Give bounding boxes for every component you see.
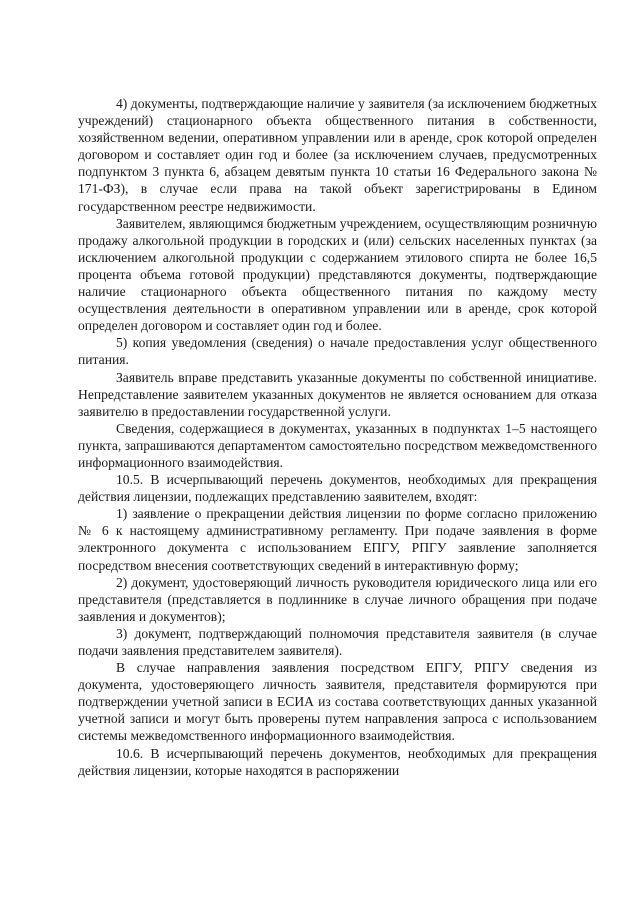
paragraph-item-3-authority-document: 3) документ, подтверждающий полномочия представителя заявителя (в случае подачи заявления представителем заявителя). (78, 625, 597, 658)
paragraph-budget-institution: Заявителем, являющимся бюджетным учреждением, осуществляющим розничную продажу алкогольной продукции в городских и (или) сельских населенных пунктах (за исключением алкогольной продукции с содержанием этилового спирта не более 16,5 процента объема готовой продукции) представляются документы, подтверждающие наличие стационарного объекта общественного питания по каждому месту осуществления деятельности в оперативном управлении или в аренде, срок которой определен договором и составляет один год и более. (78, 215, 597, 334)
paragraph-own-initiative: Заявитель вправе представить указанные документы по собственной инициативе. Непредставление заявителем указанных документов не является основанием для отказа заявителю в предоставлении государственной услуги. (78, 369, 597, 419)
paragraph-section-10-5: 10.5. В исчерпывающий перечень документов, необходимых для прекращения действия лицензии, подлежащих представлению заявителем, входят: (78, 472, 597, 505)
paragraph-item-4-documents: 4) документы, подтверждающие наличие у заявителя (за исключением бюджетных учреждений) стационарного объекта общественного питания в собственности, хозяйственном ведении, оперативном управлении или в аренде, срок которой определен договором и составляет один год и более (за исключением случаев, предусмотренных подпунктом 3 пункта 6, абзацем девятым пункта 10 статьи 16 Федерального закона № 171-ФЗ), в случае если права на такой объект зарегистрированы в Едином государственном реестре недвижимости. (78, 96, 597, 214)
paragraph-item-2-identity-document: 2) документ, удостоверяющий личность руководителя юридического лица или его представителя (представляется в подлиннике в случае личного обращения при подаче заявления и документов); (78, 574, 597, 624)
paragraph-section-10-6: 10.6. В исчерпывающий перечень документов, необходимых для прекращения действия лицензии, которые находятся в распоряжении (78, 745, 597, 778)
document-body (78, 95, 597, 779)
paragraph-item-1-application: 1) заявление о прекращении действия лицензии по форме согласно приложению № 6 к настоящему административному регламенту. При подаче заявления в форме электронного документа с использованием ЕПГУ, РПГУ заявление заполняется посредством внесения соответствующих сведений в интерактивную форму; (78, 506, 597, 573)
paragraph-epgu-submission: В случае направления заявления посредством ЕПГУ, РПГУ сведения из документа, удостоверяющего личность заявителя, представителя формируются при подтверждении учетной записи в ЕСИА из состава соответствующих данных указанной учетной записи и могут быть проверены путем направления запроса с использованием системы межведомственного информационного взаимодействия. (78, 660, 597, 744)
paragraph-item-5-notification: 5) копия уведомления (сведения) о начале предоставления услуг общественного питания. (78, 335, 597, 368)
paragraph-interagency-request: Сведения, содержащиеся в документах, указанных в подпунктах 1–5 настоящего пункта, запрашиваются департаментом самостоятельно посредством межведомственного информационного взаимодействия. (78, 420, 597, 470)
